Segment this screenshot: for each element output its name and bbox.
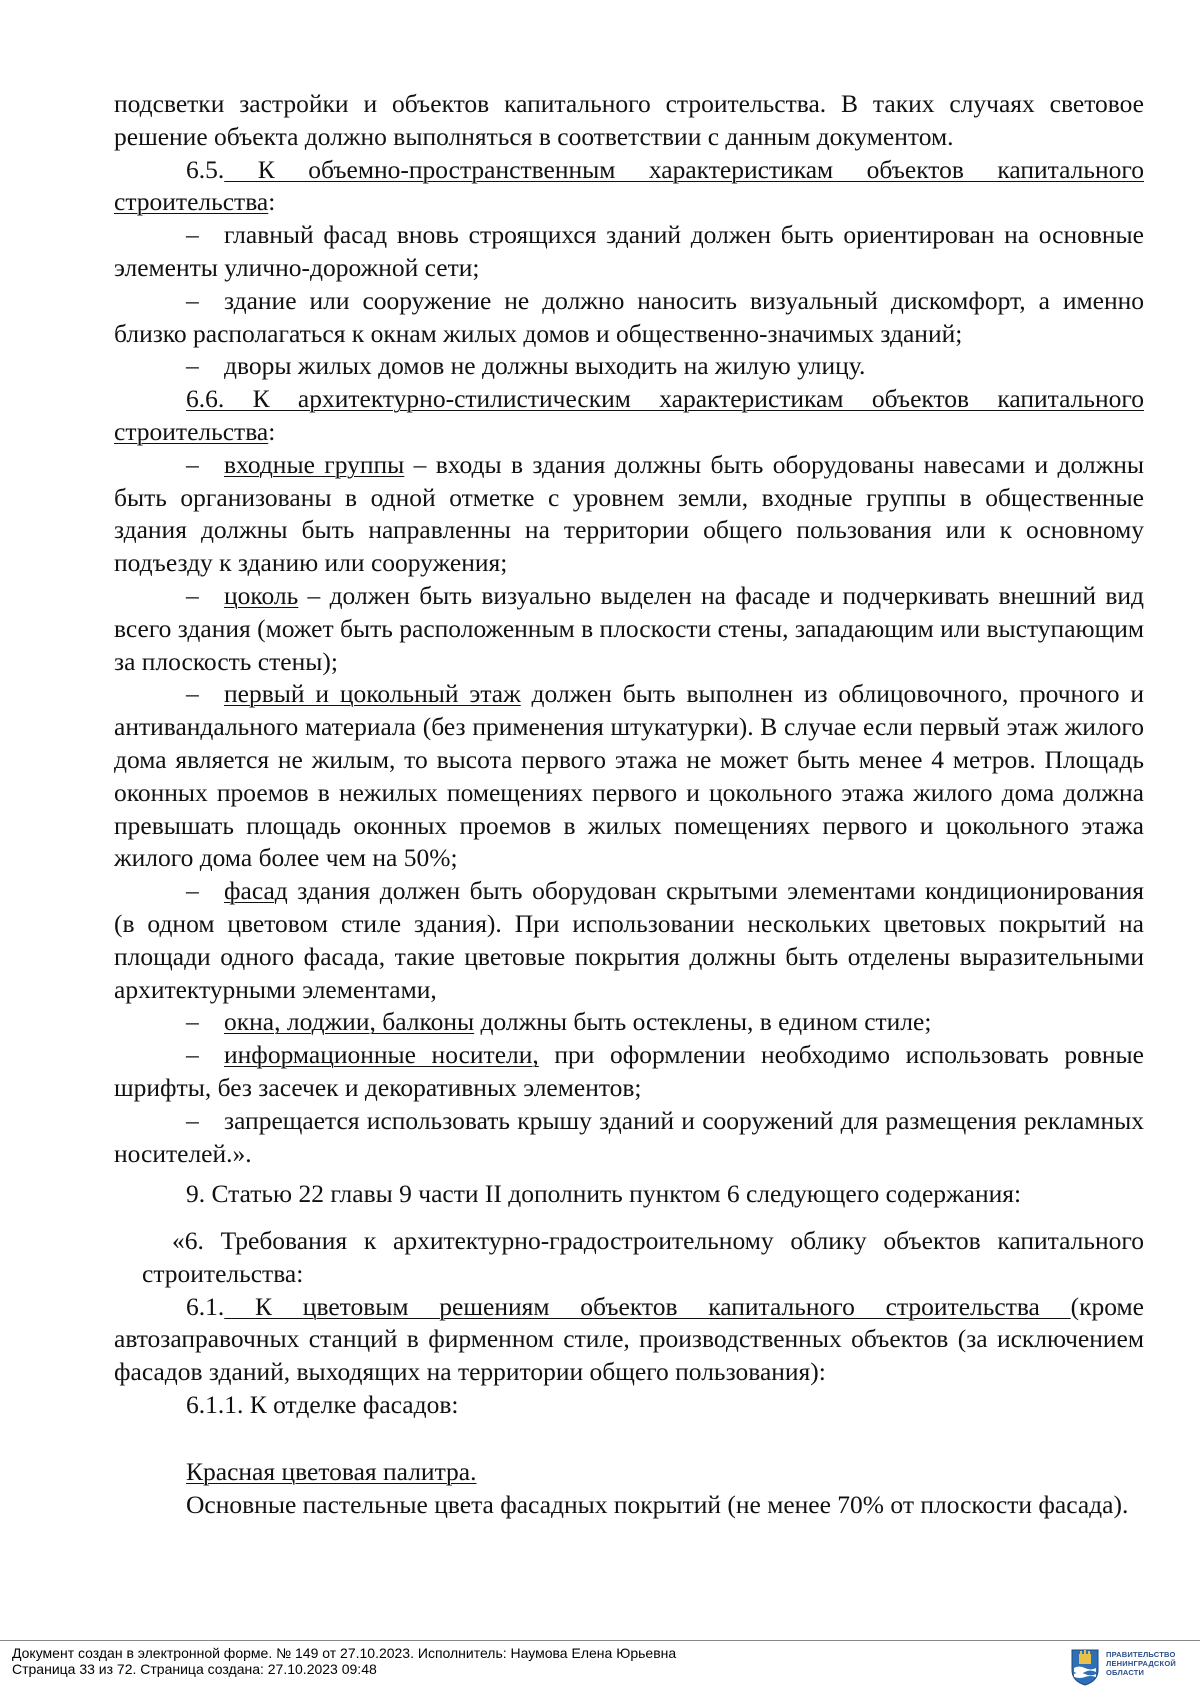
colon: :: [268, 187, 276, 217]
paragraph-intro: подсветки застройки и объектов капитального строительства. В таких случаях световое решение объекта должно выполняться в соответствии с данным документом.: [114, 89, 1144, 151]
section-text: (кроме автозаправочных станций в фирменном стиле, производственных объектов (за исключением фасадов зданий, выходящих на территории общего пользования):: [114, 1291, 1144, 1387]
section-6-5-heading: [114, 154, 1144, 220]
dash-marker: –: [186, 580, 199, 610]
dash-marker: –: [186, 449, 199, 479]
footer-text: [12, 1645, 676, 1677]
list-item: [114, 678, 1144, 875]
dash-marker: –: [186, 285, 199, 315]
list-item: [114, 875, 1144, 1006]
section-6-1: [114, 1291, 1144, 1389]
list-item: [114, 1039, 1144, 1105]
colon: :: [268, 416, 276, 446]
list-item: [114, 1006, 1144, 1039]
dash-marker: –: [186, 1007, 199, 1037]
list-item-text: должны быть остеклены, в едином стиле;: [474, 1007, 932, 1037]
dash-marker: –: [186, 351, 199, 381]
section-6-6-heading: [114, 383, 1144, 449]
dash-marker: –: [186, 220, 199, 250]
footer-organization: ПРАВИТЕЛЬСТВО ЛЕНИНГРАДСКОЙ ОБЛАСТИ: [1106, 1650, 1176, 1677]
paragraph-item-9: 9. Статью 22 главы 9 части II дополнить пунктом 6 следующего содержания:: [186, 1179, 1022, 1209]
blank-line: [114, 1422, 1144, 1456]
dash-marker: –: [186, 679, 199, 709]
list-item: [114, 1105, 1144, 1171]
list-item-term: окна, лоджии, балконы: [224, 1007, 475, 1037]
document-footer: [0, 1640, 1200, 1699]
dash-marker: –: [186, 1040, 199, 1070]
list-item-text: – должен быть визуально выделен на фасаде и подчеркивать внешний вид всего здания (может быть расположенным в плоскости стены, западающим или выступающим за плоскость стены);: [114, 580, 1144, 676]
list-item-text: – входы в здания должны быть оборудованы навесами и должны быть организованы в одной отметке с уровнем земли, входные группы в общественные здания должны быть направленны на территории общего пользования или к основному подъезду к зданию или сооружения;: [114, 449, 1144, 578]
list-item: [114, 219, 1144, 285]
dash-marker: –: [186, 1105, 199, 1135]
palette-title: Красная цветовая палитра.: [186, 1456, 477, 1486]
list-item-term: входные группы: [224, 449, 405, 479]
section-number: 6.1.: [186, 1291, 225, 1321]
footer-line-1: Документ создан в электронной форме. № 149 от 27.10.2023. Исполнитель: Наумова Елена Юрьевна: [12, 1645, 677, 1661]
document-body: [114, 88, 1144, 1521]
list-item-text: при оформлении необходимо использовать ровные шрифты, без засечек и декоративных элементов;: [114, 1040, 1145, 1102]
list-item-text: здания должен быть оборудован скрытыми элементами кондиционирования (в одном цветовом стиле здания). При использовании нескольких цветовых покрытий на площади одного фасада, такие цветовые покрытия должны быть отделены выразительными архитектурными элементами,: [114, 876, 1144, 1004]
section-title-underlined: 6.6. К архитектурно-стилистическим характеристикам объектов капитального строительства: [114, 384, 1144, 446]
list-item-text: должен быть выполнен из облицовочного, прочного и антивандального материала (без применения штукатурки). В случае если первый этаж жилого дома является не жилым, то высота первого этажа не может быть менее 4 метров. Площадь оконных проемов в нежилых помещениях первого и цокольного этажа жилого дома должна превышать площадь оконных проемов в жилых помещениях первого и цокольного этажа жилого дома более чем на 50%;: [114, 679, 1145, 873]
list-item: [114, 580, 1144, 678]
list-item-text: запрещается использовать крышу зданий и сооружений для размещения рекламных носителей.».: [114, 1105, 1144, 1168]
list-item-term: первый и цокольный этаж: [224, 679, 521, 709]
coat-of-arms-icon: [1070, 1648, 1100, 1686]
list-item-text: дворы жилых домов не должны выходить на жилую улицу.: [224, 351, 866, 381]
list-item-term: информационные носители,: [224, 1040, 539, 1070]
dash-marker: –: [186, 876, 199, 906]
section-6-1-1: 6.1.1. К отделке фасадов:: [186, 1390, 459, 1420]
section-title-underlined: К цветовым решениям объектов капитального строительства: [224, 1291, 1071, 1321]
list-item-term: цоколь: [224, 580, 299, 610]
list-item: [114, 449, 1144, 580]
list-item-text: главный фасад вновь строящихся зданий должен быть ориентирован на основные элементы улично-дорожной сети;: [114, 220, 1144, 282]
list-item-text: здание или сооружение не должно наносить визуальный дискомфорт, а именно близко располагаться к окнам жилых домов и общественно-значимых зданий;: [114, 285, 1144, 348]
list-item: [114, 285, 1144, 351]
palette-heading: [114, 1456, 1144, 1489]
paragraph-last: Основные пастельные цвета фасадных покрытий (не менее 70% от плоскости фасада).: [186, 1489, 1129, 1519]
quoted-heading-6: «6. Требования к архитектурно-градостроительному облику объектов капитального строительства:: [142, 1226, 1144, 1288]
list-item-term: фасад: [224, 876, 288, 906]
section-title-underlined: К объемно-пространственным характеристикам объектов капитального строительства: [114, 154, 1144, 217]
footer-line-2: Страница 33 из 72. Страница создана: 27.10.2023 09:48: [12, 1661, 377, 1677]
section-number: 6.5.: [186, 154, 225, 184]
list-item: [114, 350, 1144, 383]
